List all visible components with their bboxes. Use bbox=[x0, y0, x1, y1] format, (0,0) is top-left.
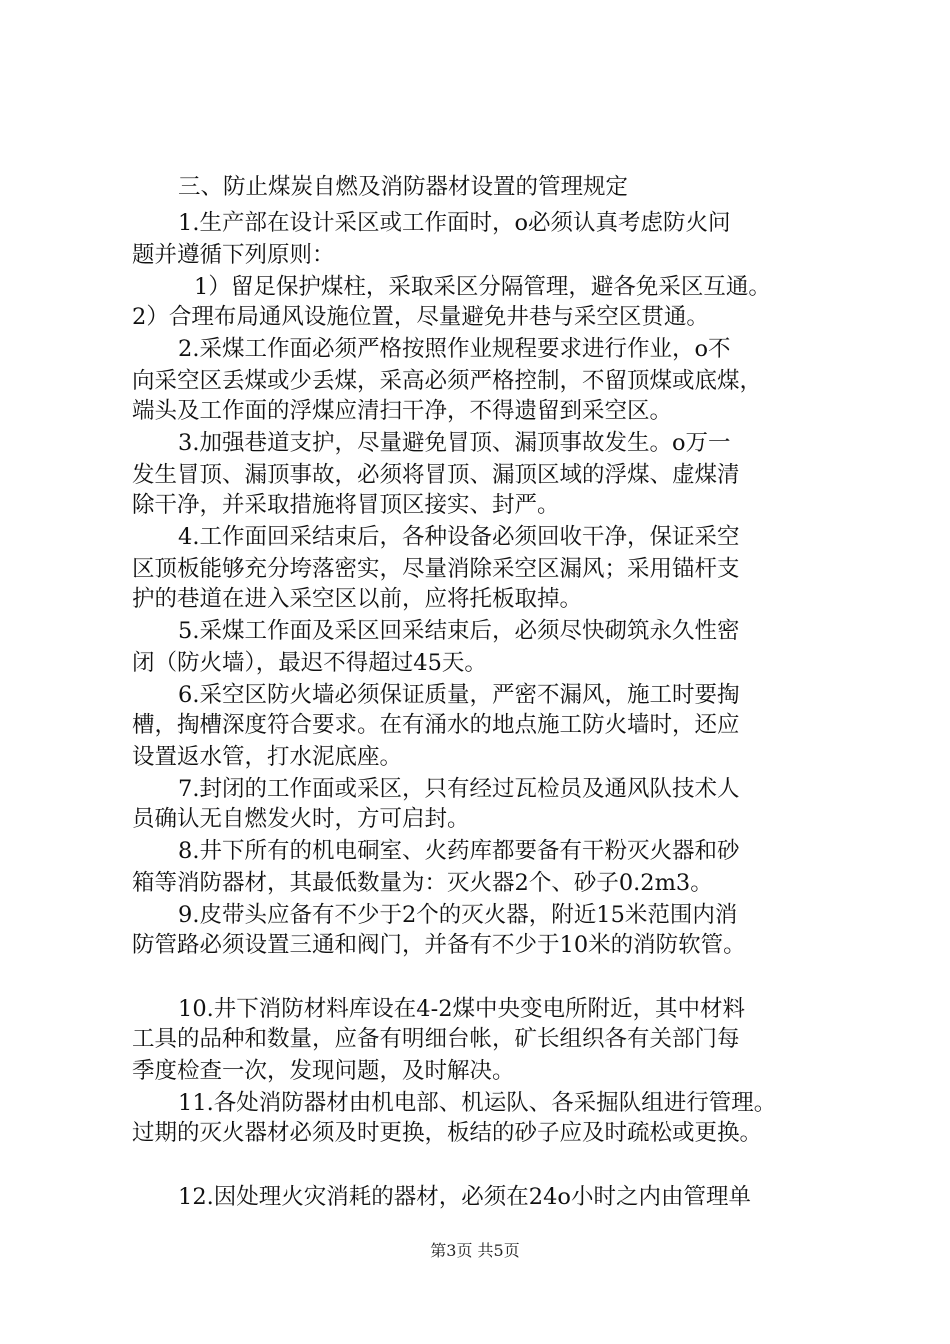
paragraph-line: 9.皮带头应备有不少于2个的灭火器，附近15米范围内消 bbox=[178, 902, 738, 928]
paragraph-line: 6.采空区防火墙必须保证质量，严密不漏风，施工时要掏 bbox=[178, 682, 740, 708]
paragraph-line: 设置返水管，打水泥底座。 bbox=[132, 744, 403, 770]
paragraph-line: 闭（防火墙），最迟不得超过45天。 bbox=[132, 650, 487, 676]
paragraph-line: 箱等消防器材，其最低数量为：灭火器2个、砂子0.2m3。 bbox=[132, 870, 713, 896]
paragraph-line: 2.采煤工作面必须严格按照作业规程要求进行作业，o不 bbox=[178, 336, 731, 362]
paragraph-line: 员确认无自燃发火时，方可启封。 bbox=[132, 806, 470, 832]
paragraph-line: 发生冒顶、漏顶事故，必须将冒顶、漏顶区域的浮煤、虚煤清 bbox=[132, 462, 740, 488]
page-number-footer: 第3页 共5页 bbox=[430, 1241, 520, 1260]
paragraph-line: 10.井下消防材料库设在4-2煤中央变电所附近，其中材料 bbox=[178, 996, 746, 1022]
paragraph-line: 过期的灭火器材必须及时更换，板结的砂子应及时疏松或更换。 bbox=[132, 1120, 763, 1146]
paragraph-line: 端头及工作面的浮煤应清扫干净，不得遗留到采空区。 bbox=[132, 398, 673, 424]
paragraph-line: 护的巷道在进入采空区以前，应将托板取掉。 bbox=[132, 586, 583, 612]
paragraph-line: 2）合理布局通风设施位置，尽量避免井巷与采空区贯通。 bbox=[132, 304, 709, 330]
paragraph-line: 除干净，并采取措施将冒顶区接实、封严。 bbox=[132, 492, 560, 518]
paragraph-line: 工具的品种和数量，应备有明细台帐，矿长组织各有关部门每 bbox=[132, 1026, 740, 1052]
paragraph-line: 12.因处理火灾消耗的器材，必须在24o小时之内由管理单 bbox=[178, 1184, 751, 1210]
paragraph-line: 季度检查一次，发现问题，及时解决。 bbox=[132, 1058, 515, 1084]
paragraph-line: 7.封闭的工作面或采区，只有经过瓦检员及通风队技术人 bbox=[178, 776, 740, 802]
paragraph-line: 槽，掏槽深度符合要求。在有涌水的地点施工防火墙时，还应 bbox=[132, 712, 740, 738]
paragraph-line: 8.井下所有的机电硐室、火药库都要备有干粉灭火器和砂 bbox=[178, 838, 740, 864]
paragraph-line: 3.加强巷道支护，尽量避免冒顶、漏顶事故发生。o万一 bbox=[178, 430, 731, 456]
paragraph-line: 题并遵循下列原则： bbox=[132, 242, 335, 268]
paragraph-line: 向采空区丢煤或少丢煤，采高必须严格控制，不留顶煤或底煤， bbox=[132, 368, 763, 394]
section-heading: 三、防止煤炭自燃及消防器材设置的管理规定 bbox=[178, 174, 629, 200]
paragraph-line: 5.采煤工作面及采区回采结束后，必须尽快砌筑永久性密 bbox=[178, 618, 740, 644]
paragraph-line: 1.生产部在设计采区或工作面时，o必须认真考虑防火问 bbox=[178, 210, 731, 236]
paragraph-line: 11.各处消防器材由机电部、机运队、各采掘队组进行管理。 bbox=[178, 1090, 777, 1116]
paragraph-line: 4.工作面回采结束后，各种设备必须回收干净，保证采空 bbox=[178, 524, 740, 550]
paragraph-line: 防管路必须设置三通和阀门，并备有不少于10米的消防软管。 bbox=[132, 932, 746, 958]
paragraph-line: 1）留足保护煤柱，采取采区分隔管理，避各免采区互通。 bbox=[194, 274, 771, 300]
paragraph-line: 区顶板能够充分垮落密实，尽量消除采空区漏风；采用锚杆支 bbox=[132, 556, 740, 582]
